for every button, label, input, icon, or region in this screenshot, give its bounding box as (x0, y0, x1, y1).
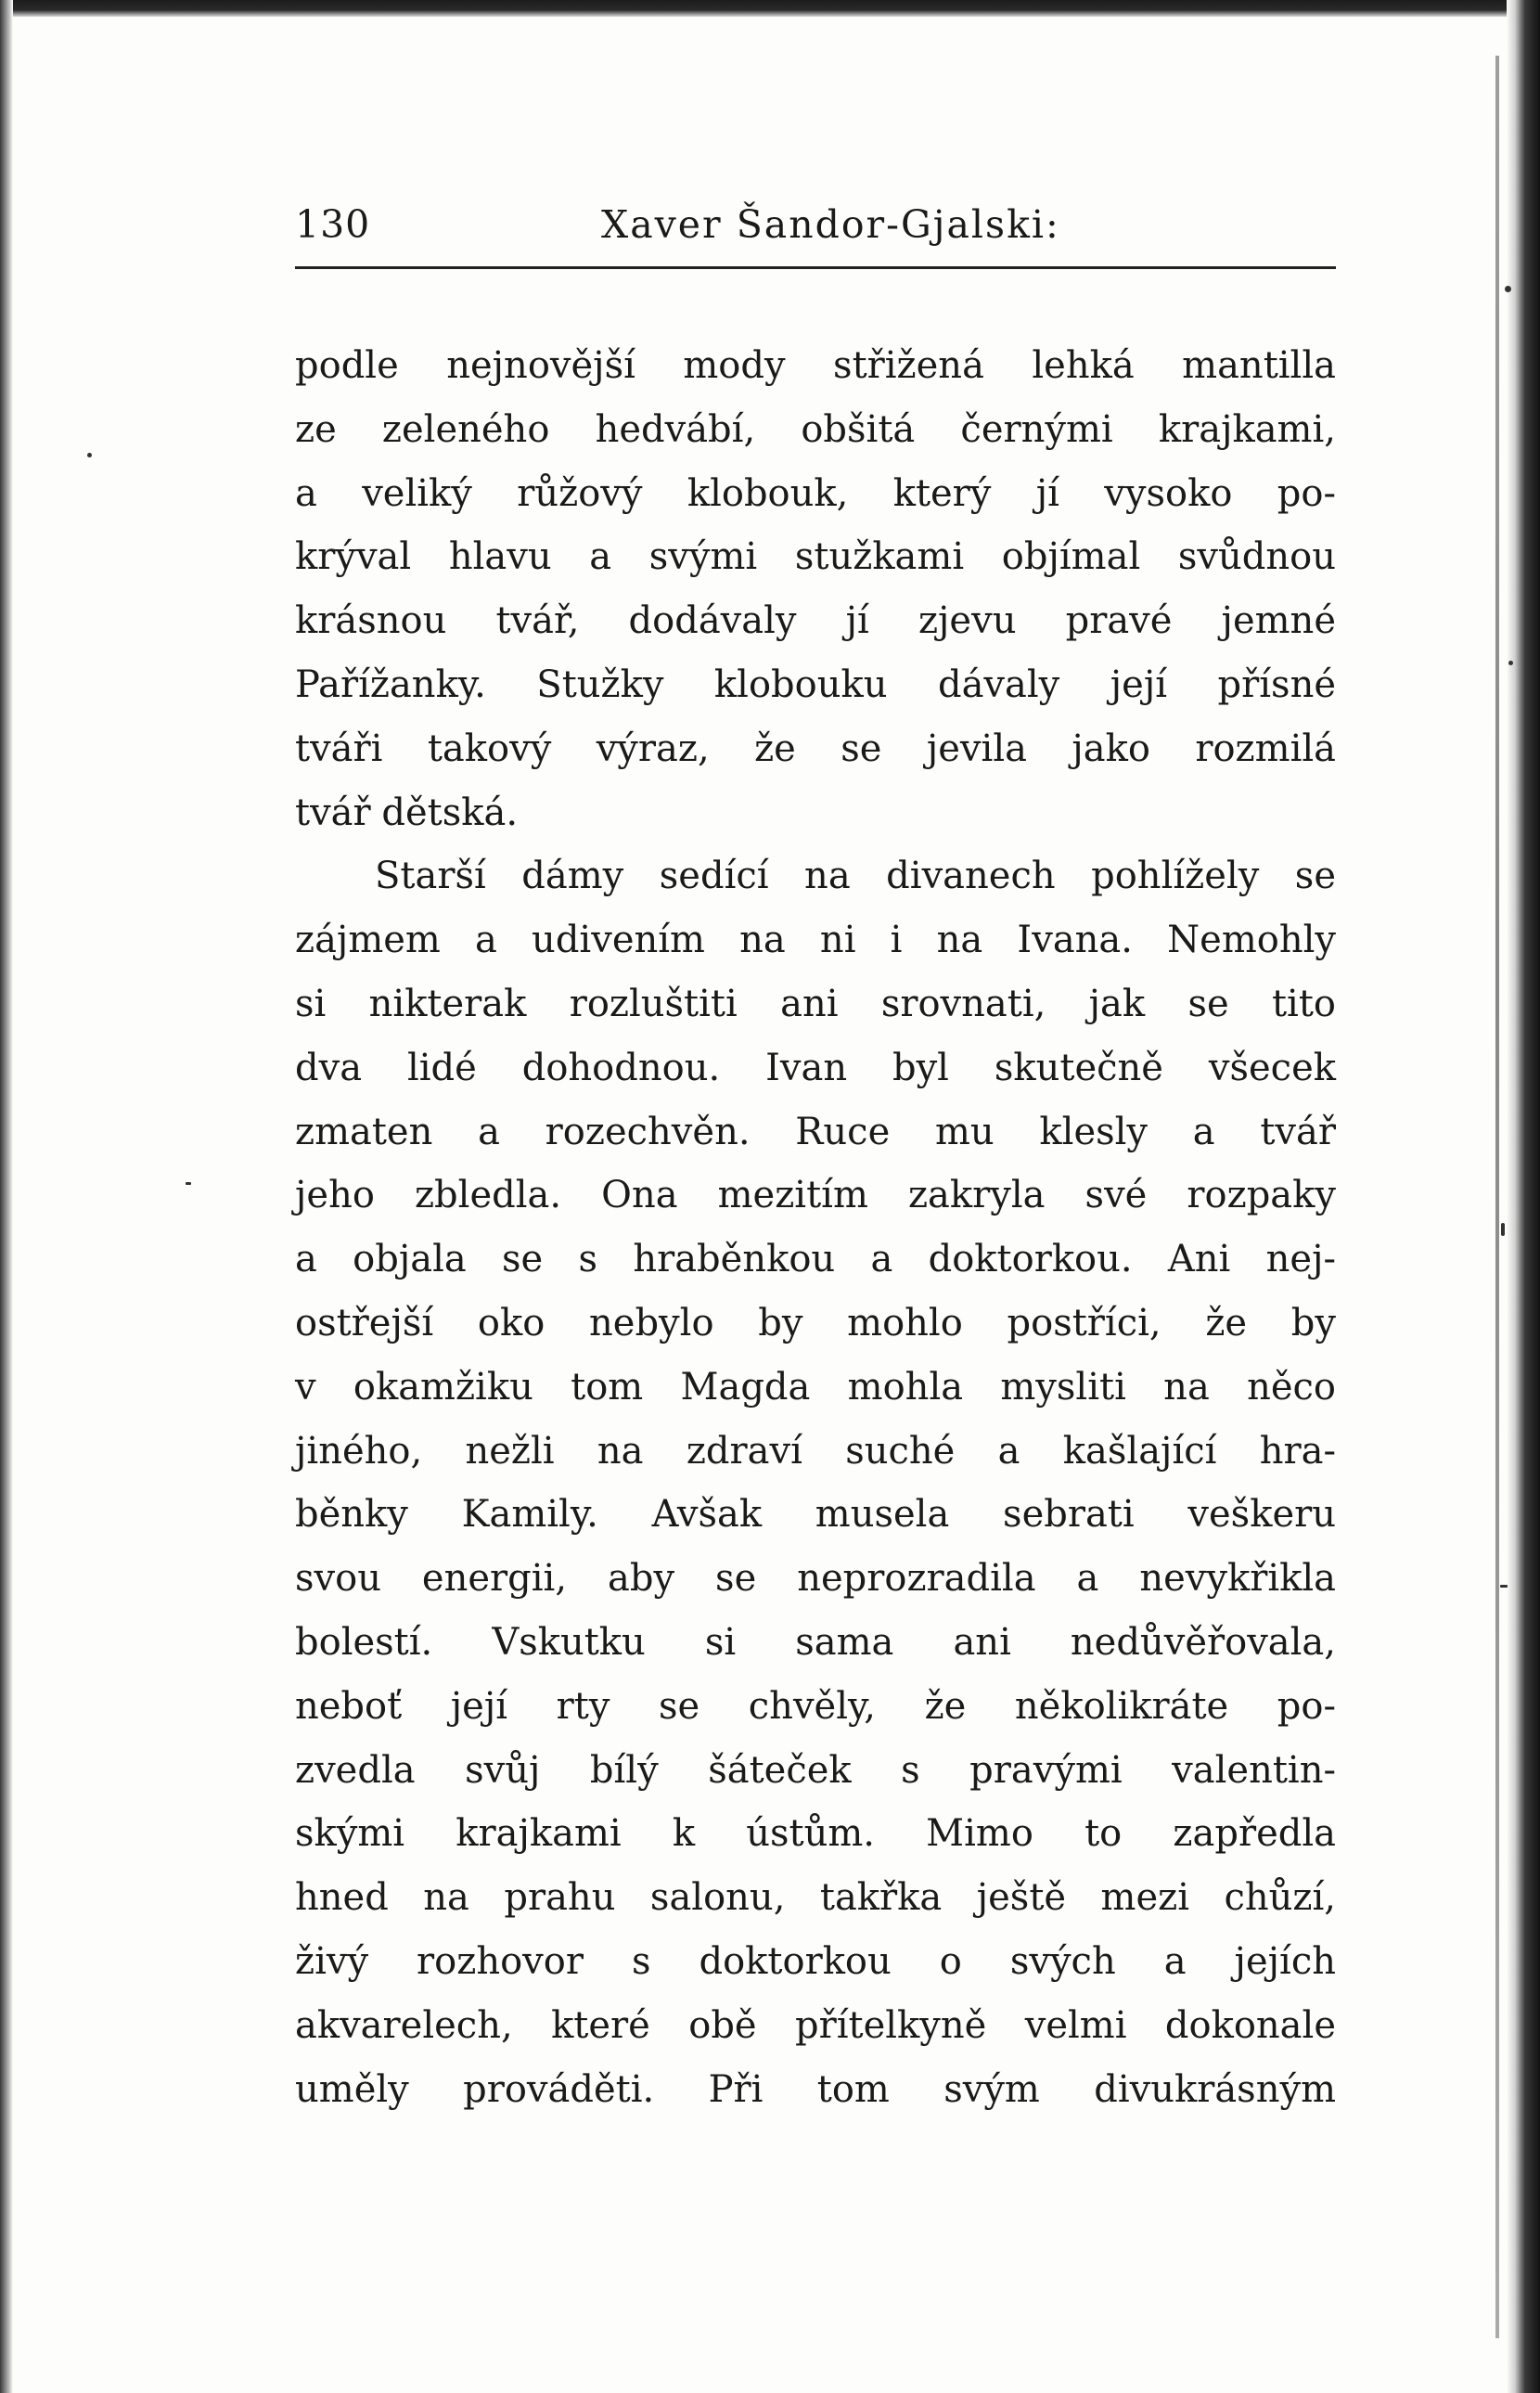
scan-speck (87, 453, 92, 457)
scan-speck (1508, 661, 1513, 665)
text-line: a objala se s hraběnkou a doktorkou. Ani nej- (295, 1238, 1336, 1281)
scan-speck (1500, 1585, 1508, 1588)
scan-speck (1501, 1223, 1505, 1236)
header-rule (295, 266, 1336, 269)
text-line: Pařížanky. Stužky klobouku dávaly její přísné (295, 663, 1336, 706)
page-number: 130 (295, 202, 371, 247)
text-line: krásnou tvář, dodávaly jí zjevu pravé jemné (295, 599, 1336, 643)
scan-top-edge (0, 0, 1540, 17)
text-line: zvedla svůj bílý šáteček s pravými valentin- (295, 1748, 1336, 1792)
text-line: zmaten a rozechvěn. Ruce mu klesly a tvář (295, 1110, 1336, 1153)
text-line: hned na prahu salonu, takřka ještě mezi chůzí, (295, 1876, 1336, 1920)
page-gutter-shadow (1495, 56, 1499, 2338)
text-line: si nikterak rozluštiti ani srovnati, jak se tito (295, 982, 1336, 1025)
scan-left-edge (0, 0, 13, 2393)
text-line: svou energii, aby se neprozradila a nevykřikla (295, 1557, 1336, 1601)
text-line: ze zeleného hedvábí, obšitá černými krajkami, (295, 407, 1336, 451)
paragraph-end-line: tvář dětská. (295, 791, 519, 834)
page-header (295, 202, 1336, 258)
text-line: jiného, nežli na zdraví suché a kašlající hra- (295, 1429, 1336, 1473)
scan-right-edge (1507, 0, 1540, 2393)
text-line: zájmem a udivením na ni i na Ivana. Nemohly (295, 919, 1336, 962)
text-line: a veliký růžový klobouk, který jí vysoko po- (295, 471, 1336, 515)
text-line: skými krajkami k ústům. Mimo to zapředla (295, 1812, 1336, 1856)
running-title: Xaver Šandor-Gjalski: (601, 202, 1060, 247)
body-text (295, 334, 1336, 2121)
text-line: neboť její rty se chvěly, že několikráte po- (295, 1684, 1336, 1728)
scan-speck (1505, 286, 1511, 292)
text-line: bolestí. Vskutku si sama ani nedůvěřovala, (295, 1620, 1336, 1664)
text-line: tváři takový výraz, že se jevila jako rozmilá (295, 727, 1336, 770)
paragraph-start-line: Starší dámy sedící na divanech pohlížely se (375, 855, 1336, 898)
text-line: podle nejnovější mody střižená lehká mantilla (295, 344, 1336, 387)
text-line: krýval hlavu a svými stužkami objímal svůdnou (295, 535, 1336, 579)
text-line: běnky Kamily. Avšak musela sebrati veškeru (295, 1493, 1336, 1537)
text-line: jeho zbledla. Ona mezitím zakryla své rozpaky (295, 1174, 1336, 1217)
text-line: uměly prováděti. Při tom svým divukrásným (295, 2067, 1336, 2111)
text-line: v okamžiku tom Magda mohla mysliti na něco (295, 1365, 1336, 1409)
scan-speck (186, 1182, 191, 1185)
text-line: živý rozhovor s doktorkou o svých a jejích (295, 1939, 1336, 1983)
text-line: dva lidé dohodnou. Ivan byl skutečně všecek (295, 1046, 1336, 1089)
text-line: akvarelech, které obě přítelkyně velmi dokonale (295, 2003, 1336, 2047)
text-line: ostřejší oko nebylo by mohlo postříci, že by (295, 1301, 1336, 1344)
